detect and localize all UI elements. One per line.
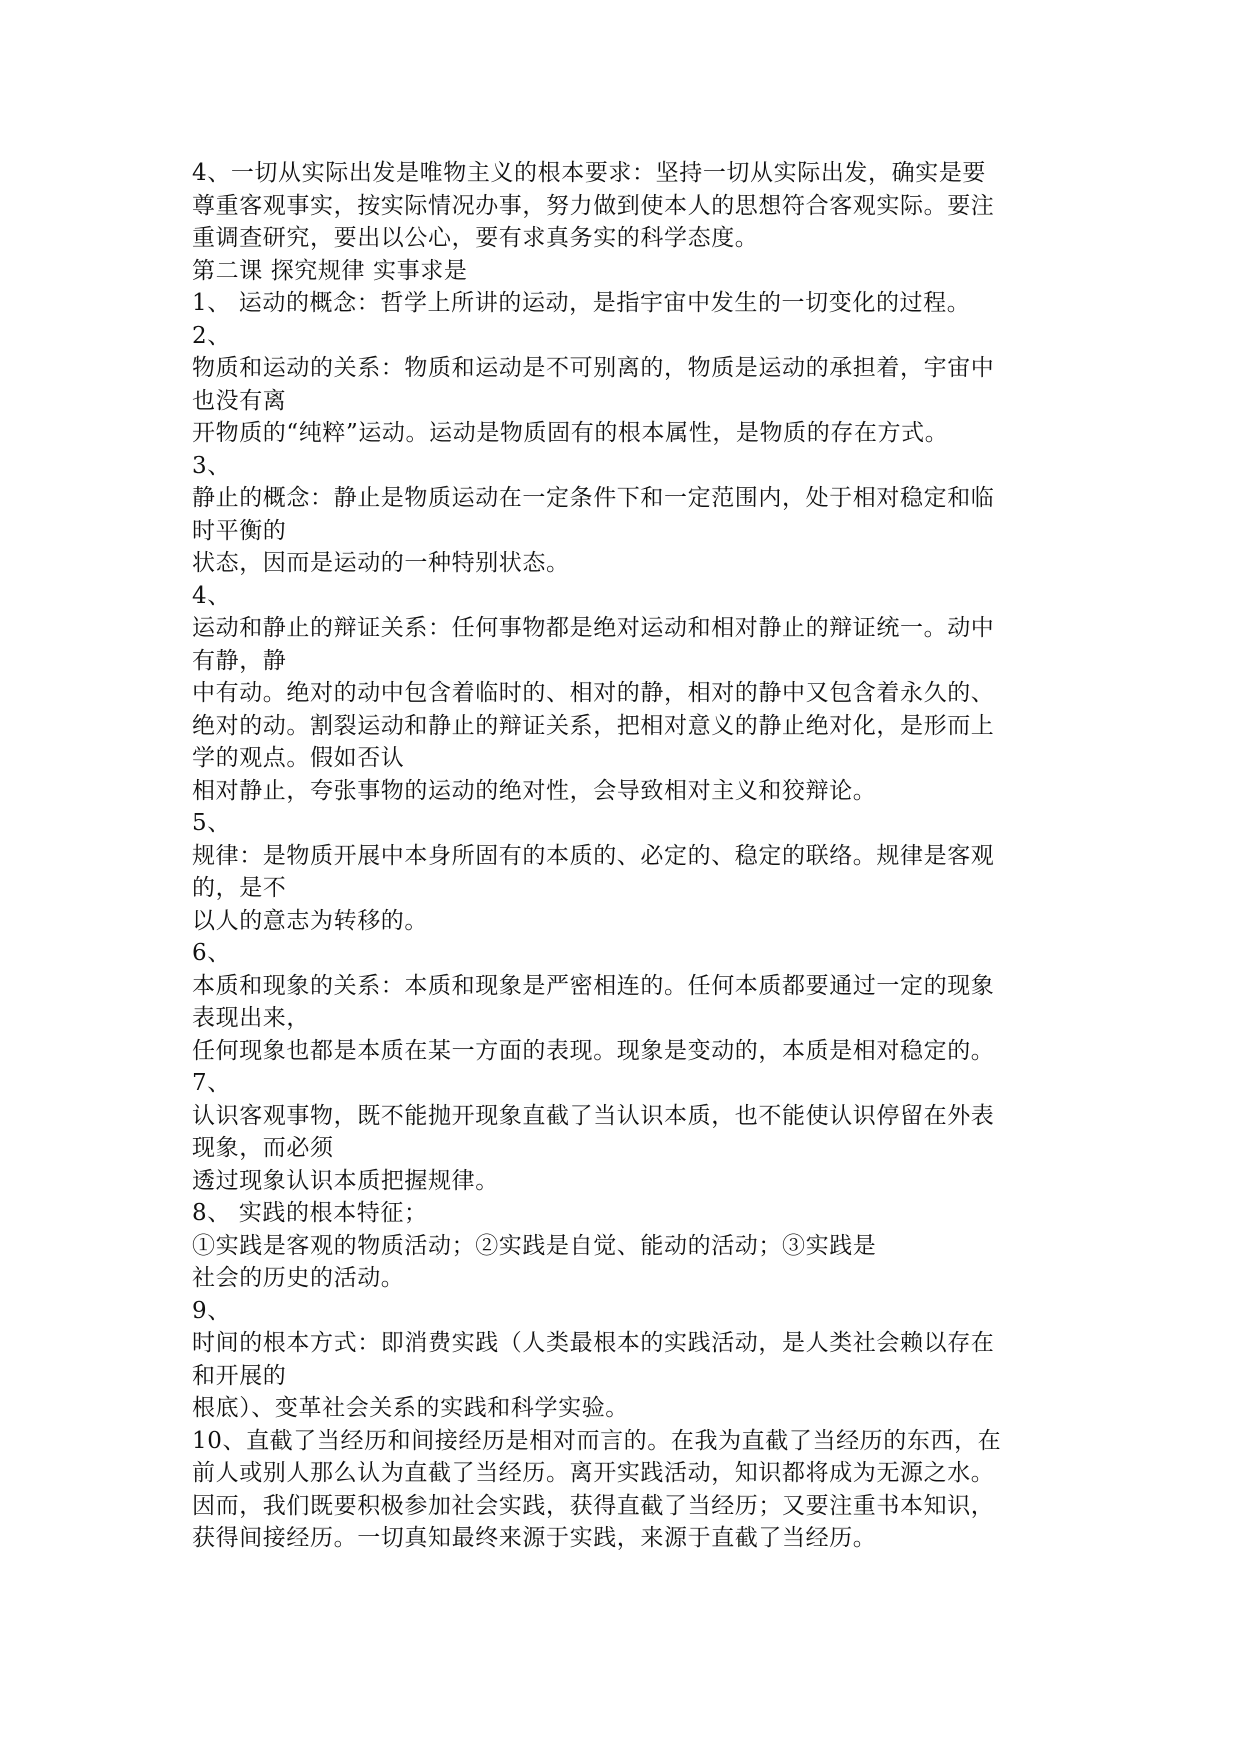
text-line: 1、 运动的概念：哲学上所讲的运动，是指宇宙中发生的一切变化的过程。 (192, 290, 971, 316)
text-line: 静止的概念：静止是物质运动在一定条件下和一定范围内，处于相对稳定和临 (192, 485, 995, 511)
text-line: 4、一切从实际出发是唯物主义的根本要求：坚持一切从实际出发，确实是要 (192, 160, 987, 186)
text-line: 5、 (192, 810, 231, 836)
text-line: 认识客观事物，既不能抛开现象直截了当认识本质，也不能使认识停留在外表 (192, 1102, 995, 1129)
text-line: 8、 实践的根本特征； (192, 1200, 428, 1226)
text-line: 4、 (192, 582, 231, 609)
text-line: 规律：是物质开展中本身所固有的本质的、必定的、稳定的联络。规律是客观 (192, 842, 995, 869)
text-line: 开物质的“纯粹”运动。运动是物质固有的根本属性，是物质的存在方式。 (192, 420, 949, 446)
text-line: 时间的根本方式：即消费实践（人类最根本的实践活动，是人类社会赖以存在 (192, 1330, 995, 1356)
text-line: 状态，因而是运动的一种特别状态。 (192, 550, 570, 576)
text-line: 学的观点。假如否认 (192, 745, 405, 771)
document-body (192, 157, 1052, 1555)
text-line: 时平衡的 (192, 517, 287, 544)
text-line: 2、 (192, 322, 231, 349)
text-line: 现象，而必须 (192, 1135, 334, 1161)
text-line: 社会的历史的活动。 (192, 1265, 405, 1291)
text-line: 任何现象也都是本质在某一方面的表现。现象是变动的，本质是相对稳定的。 (192, 1037, 995, 1064)
text-line: 因而，我们既要积极参加社会实践，获得直截了当经历；又要注重书本知识， (192, 1492, 995, 1519)
text-line: 的，是不 (192, 875, 287, 901)
text-line: 7、 (192, 1070, 231, 1096)
text-line: 透过现象认识本质把握规律。 (192, 1167, 499, 1194)
text-line: 中有动。绝对的动中包含着临时的、相对的静，相对的静中又包含着永久的、 (192, 680, 995, 706)
text-line: 物质和运动的关系：物质和运动是不可别离的，物质是运动的承担着，宇宙中 (192, 355, 995, 381)
text-line: 尊重客观事实，按实际情况办事，努力做到使本人的思想符合客观实际。要注 (192, 192, 995, 219)
text-line: 表现出来， (192, 1005, 310, 1031)
text-line: 运动和静止的辩证关系：任何事物都是绝对运动和相对静止的辩证统一。动中 (192, 615, 995, 641)
text-line: 绝对的动。割裂运动和静止的辩证关系，把相对意义的静止绝对化，是形而上 (192, 712, 995, 739)
text-line: 9、 (192, 1297, 231, 1324)
text-line: 也没有离 (192, 387, 287, 414)
text-line: 10、直截了当经历和间接经历是相对而言的。在我为直截了当经历的东西，在 (192, 1427, 1002, 1454)
text-line: 前人或别人那么认为直截了当经历。离开实践活动，知识都将成为无源之水。 (192, 1460, 995, 1486)
text-line: 有静，静 (192, 647, 287, 674)
text-line: ①实践是客观的物质活动；②实践是自觉、能动的活动；③实践是 (192, 1232, 877, 1259)
text-line: 相对静止，夸张事物的运动的绝对性，会导致相对主义和狡辩论。 (192, 777, 877, 804)
text-line: 和开展的 (192, 1362, 287, 1389)
text-line: 第二课 探究规律 实事求是 (192, 257, 468, 284)
text-line: 3、 (192, 452, 231, 479)
text-line: 以人的意志为转移的。 (192, 907, 428, 934)
text-line: 重调查研究，要出以公心，要有求真务实的科学态度。 (192, 225, 759, 251)
text-line: 6、 (192, 940, 231, 966)
text-line: 本质和现象的关系：本质和现象是严密相连的。任何本质都要通过一定的现象 (192, 972, 995, 999)
text-line: 根底）、变革社会关系的实践和科学实验。 (192, 1395, 629, 1421)
text-line: 获得间接经历。一切真知最终来源于实践，来源于直截了当经历。 (192, 1525, 877, 1551)
